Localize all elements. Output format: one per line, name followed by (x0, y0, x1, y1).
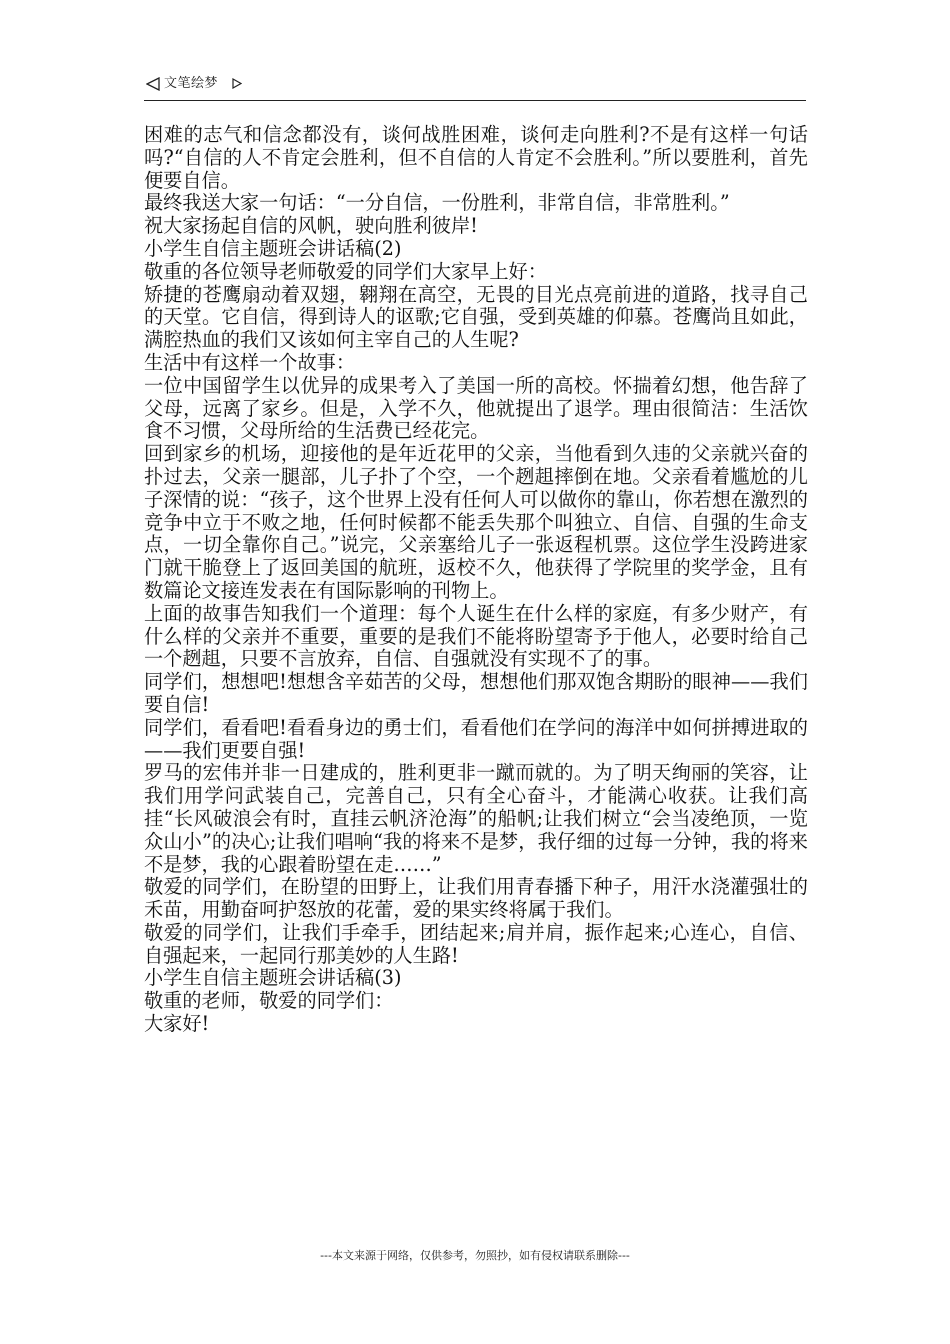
page-header (144, 74, 806, 101)
header-brand: 文笔绘梦 (164, 76, 219, 91)
triangle-right-icon (232, 78, 242, 89)
paragraph: 困难的志气和信念都没有，谈何战胜困难，谈何走向胜利?不是有这样一句话吗?“自信的人不肯定会胜利，但不自信的人肯定不会胜利。”所以要胜利，首先便要自信。 (144, 123, 808, 192)
paragraph: 同学们，看看吧!看看身边的勇士们，看看他们在学问的海洋中如何拼搏进取的——我们更要自强! (144, 715, 808, 762)
paragraph: 大家好! (144, 1012, 210, 1036)
paragraph: 敬爱的同学们，在盼望的田野上，让我们用青春播下种子，用汗水浇灌强壮的禾苗，用勤奋呵护怒放的花蕾，爱的果实终将属于我们。 (144, 875, 808, 922)
section-heading: 小学生自信主题班会讲话稿(2) (144, 236, 402, 260)
triangle-left-icon (146, 77, 160, 91)
paragraph: 上面的故事告知我们一个道理：每个人诞生在什么样的家庭，有多少财产，有什么样的父亲并不重要，重要的是我们不能将盼望寄予于他人，必要时给自己一个趔趄，只要不言放弃，自信、自强就没有实现不了的事。 (144, 601, 808, 671)
paragraph: 回到家乡的机场，迎接他的是年近花甲的父亲，当他看到久违的父亲就兴奋的扑过去，父亲一腿部，儿子扑了个空，一个趔趄摔倒在地。父亲看着尴尬的儿子深情的说：“孩子，这个世界上没有任何人可以做你的靠山，你若想在激烈的竞争中立于不败之地，任何时候都不能丢失那个叫独立、自信、自强的生命支点，一切全靠你自己。”说完，父亲塞给儿子一张返程机票。这位学生没跨进家门就干脆登上了返回美国的航班，返校不久，他获得了学院里的奖学金，且有数篇论文接连发表在有国际影响的刊物上。 (144, 442, 808, 602)
paragraph: 矫捷的苍鹰扇动着双翅，翱翔在高空，无畏的目光点亮前进的道路，找寻自己的天堂。它自信，得到诗人的讴歌;它自强，受到英雄的仰慕。苍鹰尚且如此，满腔热血的我们又该如何主宰自己的人生呢? (144, 282, 808, 352)
paragraph: 最终我送大家一句话：“一分自信，一份胜利，非常自信，非常胜利。” (144, 191, 730, 215)
paragraph: 祝大家扬起自信的风帆，驶向胜利彼岸! (144, 214, 478, 238)
page-footer: ---本文来源于网络，仅供参考，勿照抄，如有侵权请联系删除--- (320, 1249, 630, 1262)
paragraph: 同学们，想想吧!想想含辛茹苦的父母，想想他们那双饱含期盼的眼神——我们要自信! (144, 670, 808, 716)
paragraph: 罗马的宏伟并非一日建成的，胜利更非一蹴而就的。为了明天绚丽的笑容，让我们用学问武装自己，完善自己，只有全心奋斗，才能满心收获。让我们高挂“长风破浪会有时，直挂云帆济沧海”的船帆;让我们树立“会当凌绝顶，一览众山小”的决心;让我们唱响“我的将来不是梦，我仔细的过每一分钟，我的将来不是梦，我的心跟着盼望在走……” (144, 761, 808, 876)
document-body (144, 124, 808, 1036)
paragraph: 生活中有这样一个故事： (144, 350, 356, 374)
paragraph: 敬重的老师，敬爱的同学们： (144, 989, 394, 1013)
paragraph: 敬爱的同学们，让我们手牵手，团结起来;肩并肩，振作起来;心连心，自信、自强起来，一起同行那美妙的人生路! (144, 920, 808, 967)
section-heading: 小学生自信主题班会讲话稿(3) (144, 966, 402, 990)
paragraph: 一位中国留学生以优异的成果考入了美国一所的高校。怀揣着幻想，他告辞了父母，远离了家乡。但是，入学不久，他就提出了退学。理由很简洁：生活饮食不习惯，父母所给的生活费已经花完。 (144, 373, 808, 443)
paragraph: 敬重的各位领导老师敬爱的同学们大家早上好： (144, 259, 547, 283)
